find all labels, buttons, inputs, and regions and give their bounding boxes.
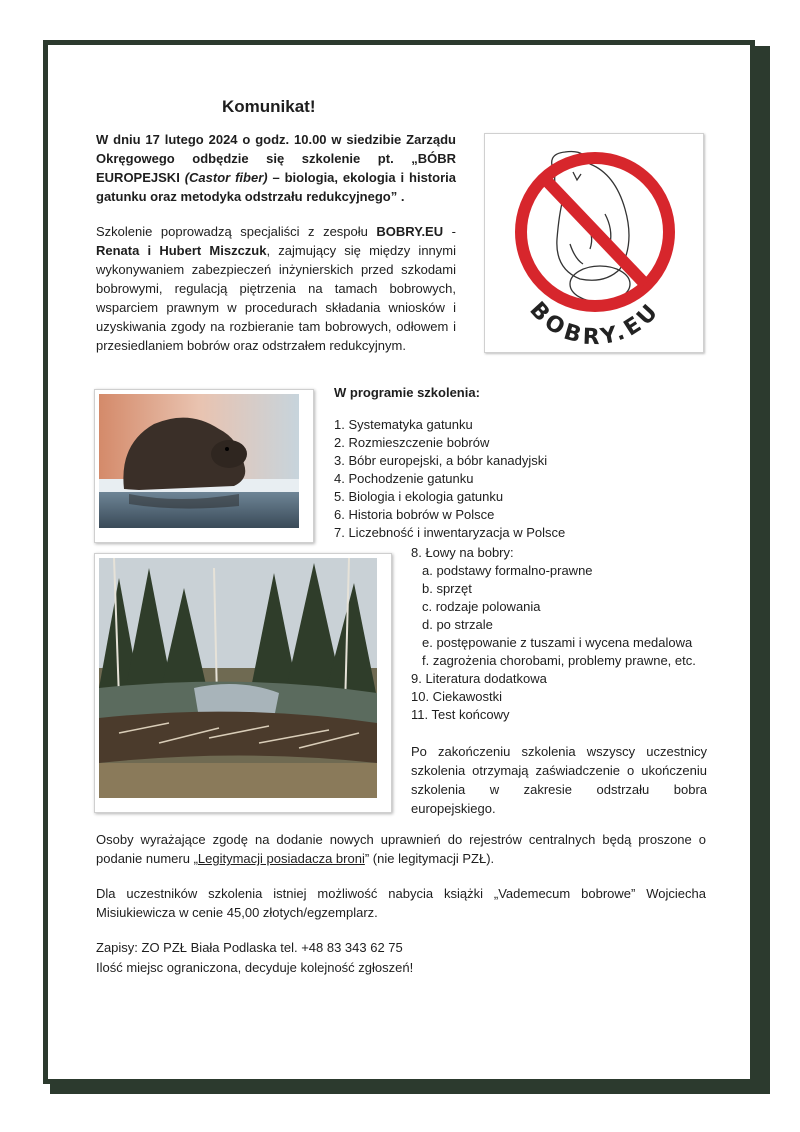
- list-item: 6. Historia bobrów w Polsce: [334, 507, 495, 522]
- list-item: 5. Biologia i ekologia gatunku: [334, 489, 504, 504]
- program-sublist: [422, 562, 696, 670]
- summary-paragraph: Po zakończeniu szkolenia wszyscy uczestnicy szkolenia otrzymają zaświadczenie o ukończeniu szkolenia w zakresie odstrzału bobra europejskiego.: [411, 744, 707, 816]
- note1-text-2: ” (nie legitymacji PZŁ).: [364, 851, 495, 866]
- sublist-item: d. po strzale: [422, 617, 493, 632]
- desc-text-1: Szkolenie poprowadzą specjaliści z zespołu: [96, 224, 377, 239]
- list-item-8: 8. Łowy na bobry:: [411, 545, 514, 560]
- page-title: Komunikat!: [222, 97, 316, 116]
- beaver-dam-image: [99, 558, 377, 798]
- org-name: BOBRY.EU: [376, 224, 444, 239]
- enroll-limit: Ilość miejsc ograniczona, decyduje kolejność zgłoszeń!: [96, 960, 414, 975]
- trainer-names: Renata i Hubert Miszczuk: [96, 243, 267, 258]
- desc-text-2: -: [443, 224, 456, 239]
- registration-note: [96, 830, 706, 868]
- beaver-photo: [94, 389, 314, 543]
- program-heading: W programie szkolenia:: [334, 385, 480, 400]
- desc-text-3: , zajmujący się między innymi wykonywaniem zabezpieczeń inżynierskich przed szkodami bobrowymi, regulacją piętrzenia na tamach bobrowych, wsparciem prawnym w procedurach składania wniosków i uzyskiwania zgody na rozbieranie tam bobrowych, odłowem i przesiedlaniem bobrów oraz odstrzałem redukcyjnym.: [96, 243, 456, 353]
- list-item: 11. Test końcowy: [411, 707, 510, 722]
- list-item: 2. Rozmieszczenie bobrów: [334, 435, 490, 450]
- sublist-item: e. postępowanie z tuszami i wycena medalowa: [422, 635, 693, 650]
- note1-text-1: Osoby wyrażające zgodę na dodanie nowych uprawnień do rejestrów centralnych będą proszone o podanie numeru „: [96, 832, 706, 866]
- beaver-dam-photo: [94, 553, 392, 813]
- license-name: Legitymacji posiadacza broni: [197, 851, 365, 866]
- latin-name: (Castor fiber): [184, 170, 268, 185]
- list-item: 1. Systematyka gatunku: [334, 417, 473, 432]
- list-item: 10. Ciekawostki: [411, 689, 503, 704]
- book-note: Dla uczestników szkolenia istniej możliwość nabycia książki „Vademecum bobrowe” Wojciecha Misiukiewicza w cenie 45,00 złotych/egzemplarz.: [96, 886, 706, 920]
- program-list-b: [411, 670, 547, 724]
- bobry-logo: [484, 133, 704, 353]
- program-list-a: [334, 416, 565, 542]
- description-paragraph: [96, 222, 456, 355]
- list-item: 7. Liczebność i inwentaryzacja w Polsce: [334, 525, 566, 540]
- beaver-image: [99, 394, 299, 528]
- sublist-item: a. podstawy formalno-prawne: [422, 563, 593, 578]
- list-item: 3. Bóbr europejski, a bóbr kanadyjski: [334, 453, 548, 468]
- intro-text-2: – biologia, ekologia i historia gatunku oraz metodyka odstrzału redukcyjnego” .: [96, 170, 456, 204]
- list-item: 9. Literatura dodatkowa: [411, 671, 547, 686]
- list-item: 4. Pochodzenie gatunku: [334, 471, 474, 486]
- sublist-item: b. sprzęt: [422, 581, 472, 596]
- no-beaver-icon: [485, 134, 703, 352]
- intro-text-1: W dniu 17 lutego 2024 o godz. 10.00 w siedzibie Zarządu Okręgowego odbędzie się szkolenie pt. „BÓBR EUROPEJSKI: [96, 132, 456, 185]
- enroll-phone: Zapisy: ZO PZŁ Biała Podlaska tel. +48 83 343 62 75: [96, 940, 403, 955]
- sublist-item: f. zagrożenia chorobami, problemy prawne, etc.: [422, 653, 696, 668]
- intro-paragraph: [96, 130, 456, 206]
- sublist-item: c. rodzaje polowania: [422, 599, 541, 614]
- logo-text: BOBRY.EU: [524, 297, 666, 351]
- enrollment-info: [96, 938, 413, 978]
